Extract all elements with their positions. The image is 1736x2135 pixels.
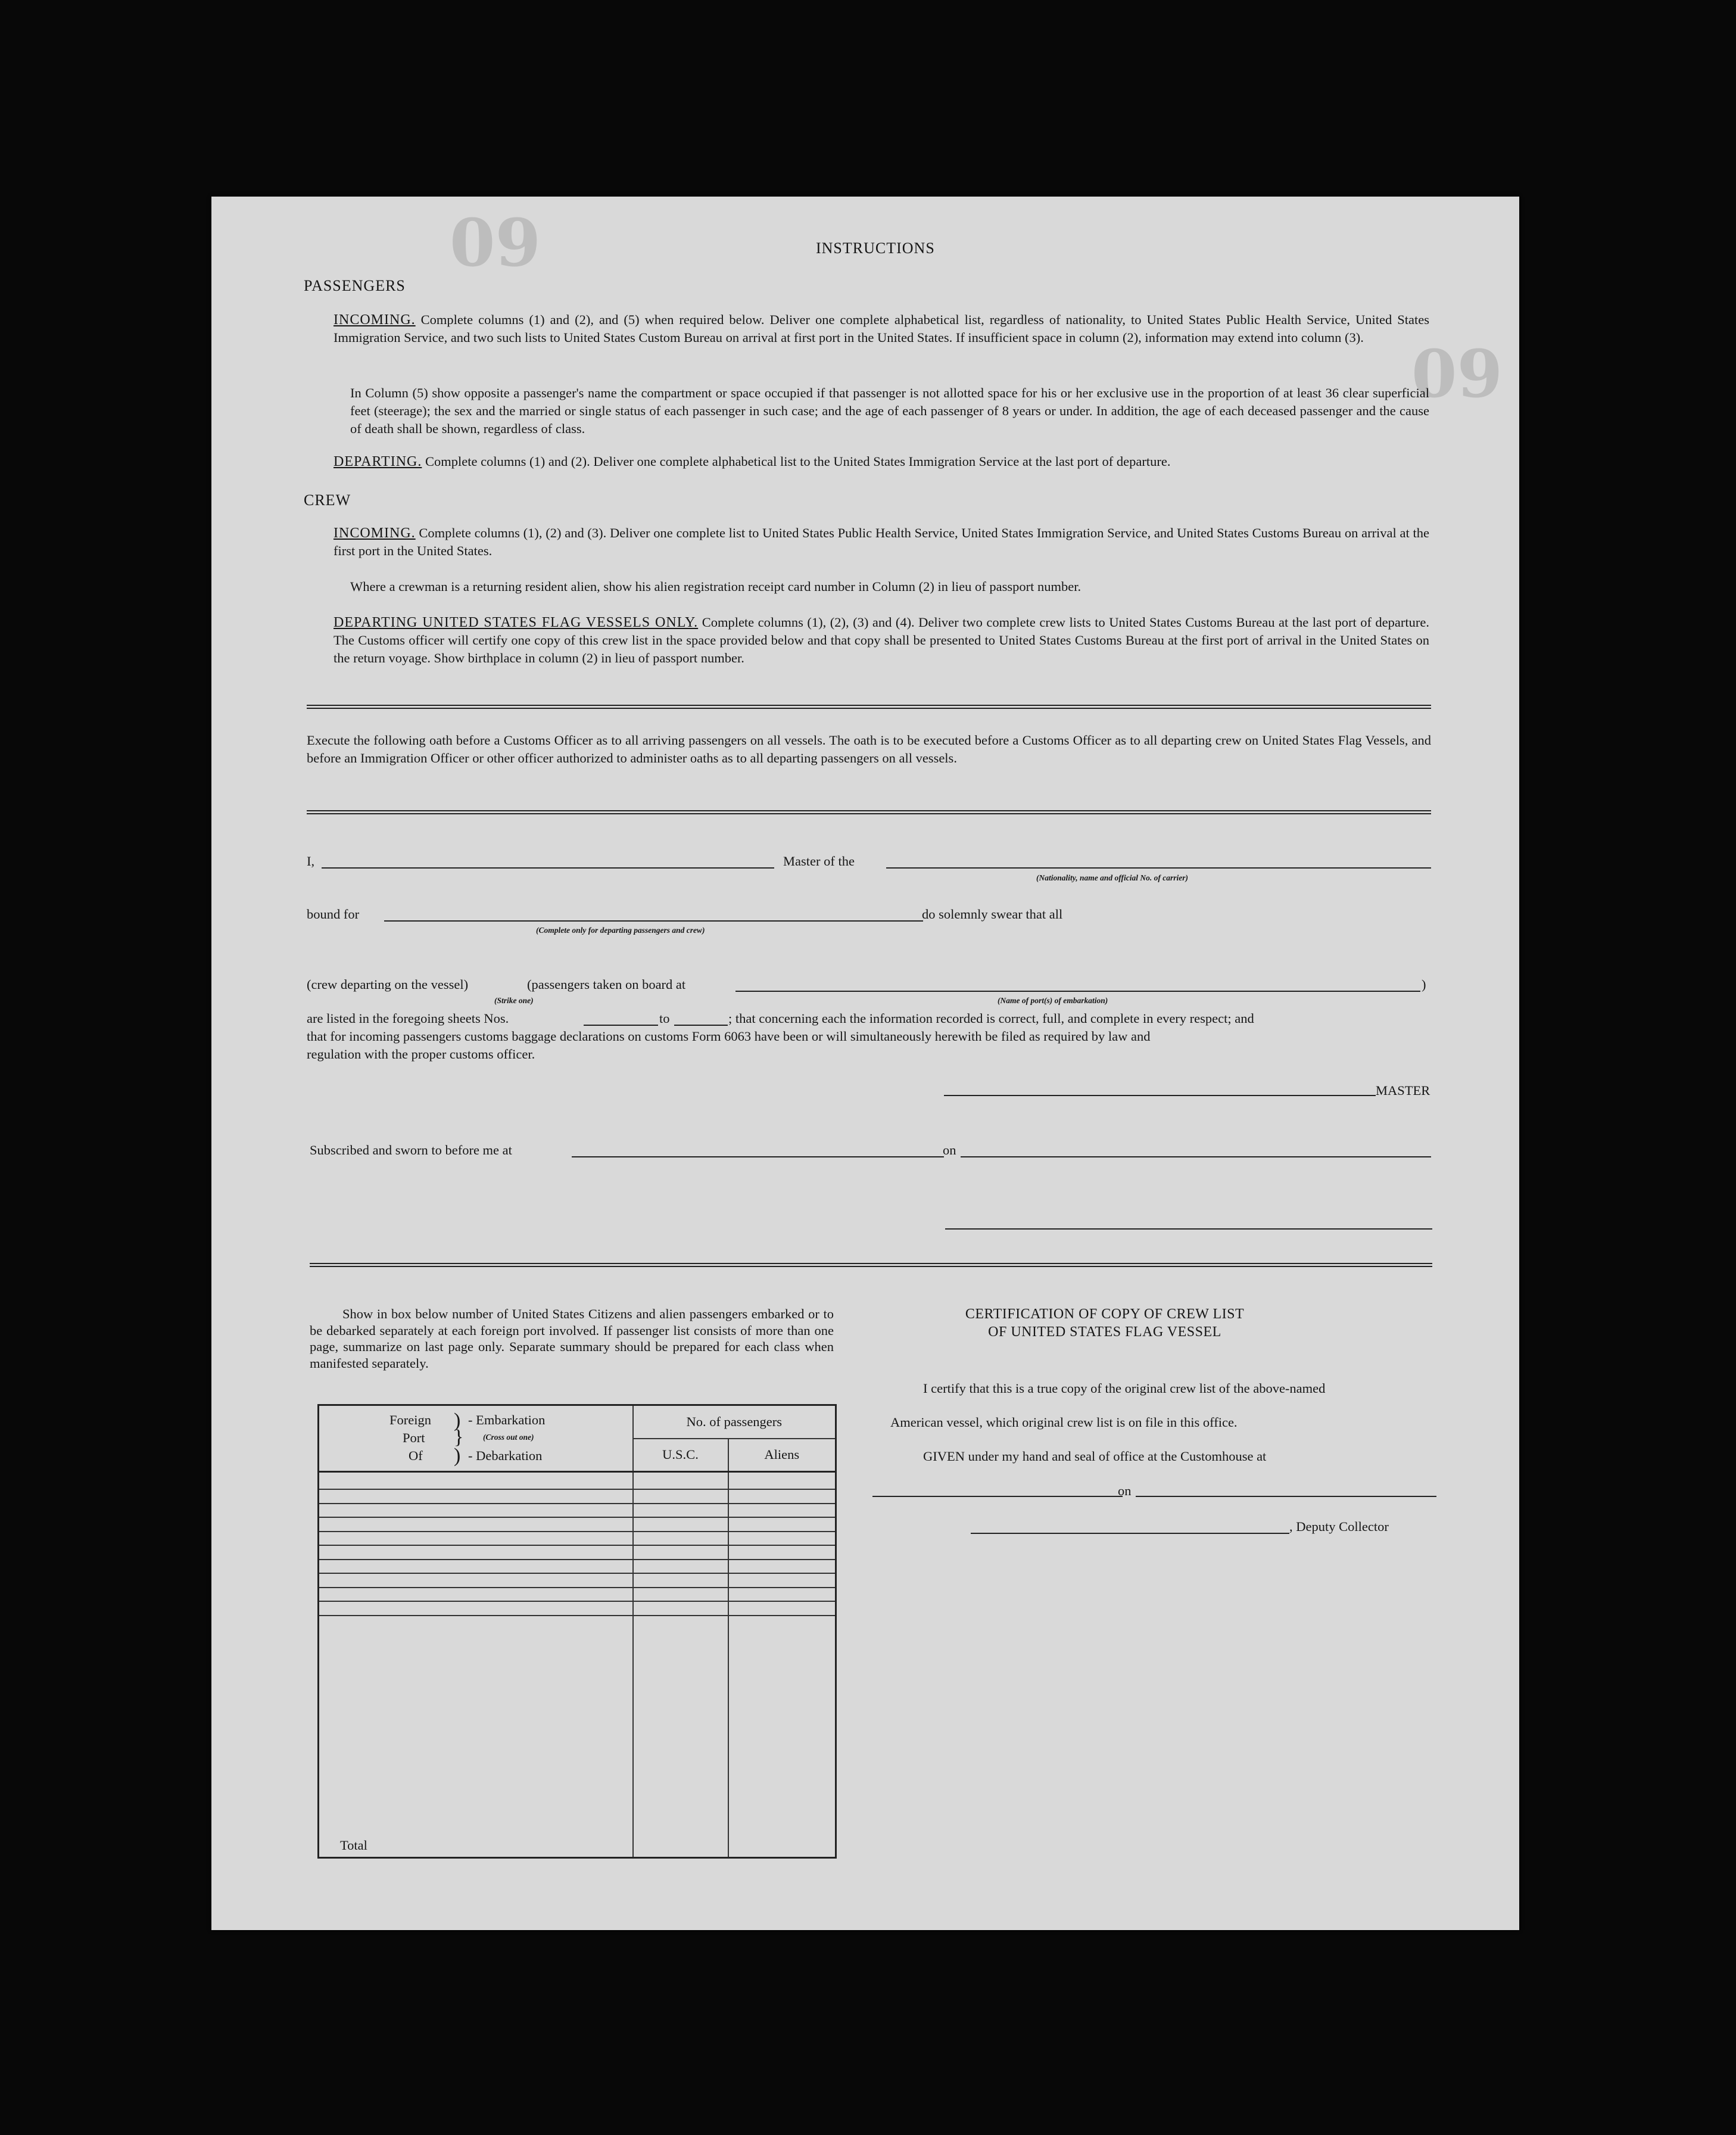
table-row	[319, 1601, 836, 1616]
master-signature-field[interactable]	[944, 1095, 1376, 1096]
master-name-field[interactable]	[322, 867, 774, 869]
port-cell[interactable]	[319, 1504, 633, 1518]
incoming-label: INCOMING.	[334, 312, 416, 328]
certify-line3: GIVEN under my hand and seal of office at the Customhouse at	[923, 1449, 1267, 1464]
usc-cell[interactable]	[633, 1504, 728, 1518]
table-row	[319, 1517, 836, 1532]
debarkation-label: - Debarkation	[468, 1448, 543, 1463]
bound-caption: (Complete only for departing passengers and crew)	[536, 926, 705, 935]
passengers-taken-option: (passengers taken on board at	[527, 977, 686, 992]
usc-total-cell[interactable]	[633, 1616, 728, 1857]
port-cell[interactable]	[319, 1545, 633, 1560]
officer-signature-field[interactable]	[945, 1228, 1432, 1230]
brace-symbol: }	[454, 1426, 464, 1448]
master-label: MASTER	[1376, 1083, 1430, 1098]
table-row	[319, 1532, 836, 1546]
ports-caption: (Name of port(s) of embarkation)	[998, 996, 1108, 1005]
listed-rest: ; that concerning each the information recorded is correct, full, and complete in every respect; and	[728, 1011, 1254, 1026]
carrier-field[interactable]	[886, 867, 1431, 869]
crew-incoming-text: Complete columns (1), (2) and (3). Deliver one complete list to United States Public Health Service, United States Immigration Service, and United States Customs Bureau on arrival at the first port in the United States.	[334, 525, 1430, 558]
passengers-departing	[334, 453, 1435, 471]
aliens-cell[interactable]	[728, 1517, 836, 1532]
aliens-cell[interactable]	[728, 1504, 836, 1518]
listed-line3: regulation with the proper customs officer.	[307, 1047, 535, 1062]
page-title: INSTRUCTIONS	[816, 239, 935, 257]
crew-departing	[334, 614, 1429, 667]
usc-cell[interactable]	[633, 1472, 728, 1489]
aliens-total-cell[interactable]	[728, 1616, 836, 1857]
listed-sheets-label: are listed in the foregoing sheets Nos.	[307, 1011, 509, 1026]
subscribed-label: Subscribed and sworn to before me at	[310, 1143, 512, 1157]
brace-symbol: )	[454, 1409, 461, 1431]
usc-header: U.S.C.	[633, 1439, 728, 1472]
port-label: Port	[403, 1430, 425, 1445]
port-cell[interactable]	[319, 1517, 633, 1532]
deputy-collector-label: , Deputy Collector	[1289, 1519, 1389, 1534]
crew-incoming	[334, 524, 1429, 560]
no-of-passengers-header: No. of passengers	[633, 1405, 836, 1439]
aliens-cell[interactable]	[728, 1489, 836, 1504]
section-divider	[307, 810, 1431, 814]
aliens-cell[interactable]	[728, 1472, 836, 1489]
cross-out-caption: (Cross out one)	[483, 1432, 534, 1442]
port-cell[interactable]	[319, 1532, 633, 1546]
sheet-from-field[interactable]	[584, 1025, 658, 1026]
certify-line2: American vessel, which original crew list is on file in this office.	[890, 1415, 1238, 1430]
certification-title-line2: OF UNITED STATES FLAG VESSEL	[988, 1324, 1221, 1340]
passenger-summary-table	[317, 1404, 837, 1859]
cert-date-field[interactable]	[1136, 1496, 1436, 1497]
strike-one-caption: (Strike one)	[494, 996, 534, 1005]
incoming-text: Complete columns (1) and (2), and (5) when required below. Deliver one complete alphabetical list, regardless of nationality, to United States Public Health Service, United States Immigration Service, and two such lists to United States Custom Bureau on arrival at first port in the United States. If insufficient space in column (2), information may extend into column (3).	[334, 312, 1430, 345]
aliens-cell[interactable]	[728, 1532, 836, 1546]
port-cell[interactable]	[319, 1489, 633, 1504]
deputy-signature-field[interactable]	[971, 1533, 1289, 1534]
aliens-cell[interactable]	[728, 1588, 836, 1602]
certification-title-line1: CERTIFICATION OF COPY OF CREW LIST	[965, 1306, 1245, 1322]
passengers-heading: PASSENGERS	[304, 277, 406, 294]
sworn-on-label: on	[943, 1143, 956, 1157]
port-cell[interactable]	[319, 1472, 633, 1489]
departing-text: Complete columns (1) and (2). Deliver one complete alphabetical list to the United States Immigration Service at the last port of departure.	[425, 454, 1171, 469]
brace-symbol: )	[454, 1444, 461, 1467]
usc-cell[interactable]	[633, 1532, 728, 1546]
page-number-stamp: 60	[450, 203, 541, 279]
page-number-stamp-right: 60	[1411, 334, 1503, 410]
aliens-cell[interactable]	[728, 1601, 836, 1616]
form-page	[211, 197, 1519, 1930]
oath-intro: Execute the following oath before a Customs Officer as to all arriving passengers on all vessels. The oath is to be executed before a Customs Officer as to all departing crew on United States Flag Vessels, and before an Immigration Officer or other officer authorized to administer oaths as to all departing passengers on all vessels.	[307, 733, 1431, 765]
aliens-cell[interactable]	[728, 1560, 836, 1574]
ports-embarkation-field[interactable]	[735, 991, 1420, 992]
foreign-label: Foreign	[389, 1412, 431, 1427]
usc-cell[interactable]	[633, 1601, 728, 1616]
section-divider	[307, 705, 1431, 709]
summary-instruction: Show in box below number of United States Citizens and alien passengers embarked or to be debarked separately at each foreign port involved. If passenger list consists of more than one page, summarize on last page only. Separate summary should be prepared for each class when manifested separately.	[310, 1306, 834, 1371]
crew-incoming-label: INCOMING.	[334, 525, 416, 541]
oath-i-label: I,	[307, 854, 315, 869]
total-label: Total	[319, 1616, 633, 1857]
table-row	[319, 1472, 836, 1489]
of-label: Of	[409, 1448, 423, 1463]
port-cell[interactable]	[319, 1601, 633, 1616]
to-label: to	[659, 1011, 670, 1026]
port-header-cell	[319, 1405, 633, 1472]
sworn-place-field[interactable]	[572, 1156, 944, 1157]
table-row	[319, 1588, 836, 1602]
embarkation-label: - Embarkation	[468, 1412, 546, 1427]
departing-label: DEPARTING.	[334, 454, 422, 469]
customhouse-field[interactable]	[872, 1496, 1123, 1497]
carrier-caption: (Nationality, name and official No. of carrier)	[1036, 873, 1188, 882]
bound-for-label: bound for	[307, 907, 360, 922]
certify-line1: I certify that this is a true copy of the original crew list of the above-named	[923, 1381, 1326, 1396]
aliens-header: Aliens	[728, 1439, 836, 1472]
sheet-to-field[interactable]	[674, 1025, 728, 1026]
section-divider	[310, 1263, 1432, 1267]
table-row	[319, 1504, 836, 1518]
close-paren: )	[1422, 977, 1426, 992]
usc-cell[interactable]	[633, 1588, 728, 1602]
crew-departing-label: DEPARTING UNITED STATES FLAG VESSELS ONLY.	[334, 615, 699, 630]
sworn-date-field[interactable]	[961, 1156, 1431, 1157]
table-row	[319, 1489, 836, 1504]
table-row	[319, 1573, 836, 1588]
usc-cell[interactable]	[633, 1517, 728, 1532]
swear-label: do solemnly swear that all	[922, 907, 1063, 922]
master-of-the-label: Master of the	[783, 854, 855, 869]
crew-heading: CREW	[304, 491, 351, 509]
port-cell[interactable]	[319, 1560, 633, 1574]
cert-on-label: on	[1118, 1483, 1132, 1498]
resident-alien-instruction: Where a crewman is a returning resident alien, show his alien registration receipt card number in Column (2) in lieu of passport number.	[350, 579, 1082, 594]
aliens-cell[interactable]	[728, 1573, 836, 1588]
table-row	[319, 1545, 836, 1560]
passengers-incoming	[334, 311, 1429, 347]
usc-cell[interactable]	[633, 1573, 728, 1588]
crew-departing-option: (crew departing on the vessel)	[307, 977, 469, 992]
port-cell[interactable]	[319, 1573, 633, 1588]
listed-line2: that for incoming passengers customs baggage declarations on customs Form 6063 have been or will simultaneously herewith be filed as required by law and	[307, 1029, 1151, 1044]
aliens-cell[interactable]	[728, 1545, 836, 1560]
total-row	[319, 1616, 836, 1857]
table-row	[319, 1560, 836, 1574]
column5-instruction: In Column (5) show opposite a passenger's name the compartment or space occupied if that passenger is not allotted space for his or her exclusive use in the proportion of at least 36 clear superficial feet (steerage); the sex and the married or single status of each passenger in such case; and the age of each passenger of 8 years or under. In addition, the age of each deceased passenger and the cause of death shall be shown, regardless of class.	[350, 385, 1429, 436]
crew-departing-text: Complete columns (1), (2), (3) and (4). Deliver two complete crew lists to United States Customs Bureau at the last port of departure. The Customs officer will certify one copy of this crew list in the space provided below and that copy shall be presented to United States Customs Bureau at the first port of arrival in the United States on the return voyage. Show birthplace in column (2) in lieu of passport number.	[334, 615, 1430, 665]
usc-cell[interactable]	[633, 1489, 728, 1504]
usc-cell[interactable]	[633, 1545, 728, 1560]
port-cell[interactable]	[319, 1588, 633, 1602]
bound-for-field[interactable]	[384, 920, 923, 922]
usc-cell[interactable]	[633, 1560, 728, 1574]
